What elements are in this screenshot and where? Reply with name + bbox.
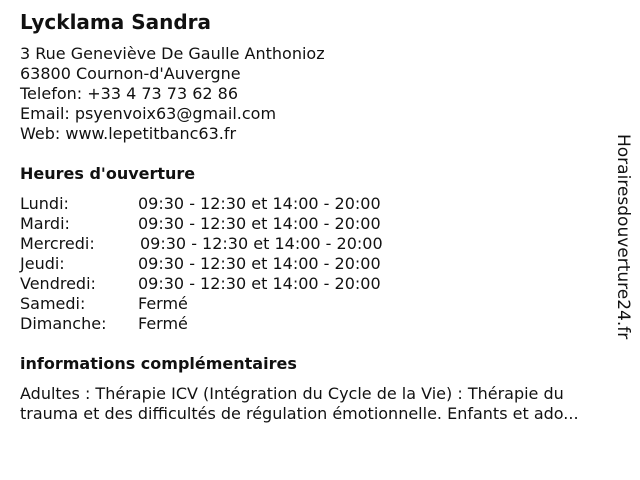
time-value: Fermé [138, 314, 188, 333]
day-label: Dimanche: [20, 314, 107, 333]
site-watermark: Horairesdouverture24.fr [613, 134, 633, 340]
day-label: Vendredi: [20, 274, 96, 293]
time-value: 09:30 - 12:30 et 14:00 - 20:00 [140, 234, 383, 253]
day-label: Samedi: [20, 294, 86, 313]
email-line: Email: psyenvoix63@gmail.com [20, 104, 277, 123]
address-city: 63800 Cournon-d'Auvergne [20, 64, 241, 83]
phone-line: Telefon: +33 4 73 73 62 86 [20, 84, 239, 103]
day-label: Mardi: [20, 214, 70, 233]
info-text-line: Adultes : Thérapie ICV (Intégration du Cycle de la Vie) : Thérapie du [20, 384, 564, 403]
additional-info-text [20, 384, 626, 424]
time-value: 09:30 - 12:30 et 14:00 - 20:00 [138, 214, 381, 233]
opening-hours-heading: Heures d'ouverture [20, 164, 196, 183]
day-label: Lundi: [20, 194, 69, 213]
business-name: Lycklama Sandra [20, 10, 212, 34]
info-text-line: trauma et des difficultés de régulation émotionnelle. Enfants et ado... [20, 404, 579, 423]
day-label: Mercredi: [20, 234, 95, 253]
time-value: 09:30 - 12:30 et 14:00 - 20:00 [138, 254, 381, 273]
contact-block [20, 44, 325, 144]
address-street: 3 Rue Geneviève De Gaulle Anthonioz [20, 44, 325, 63]
day-label: Jeudi: [20, 254, 65, 273]
web-line: Web: www.lepetitbanc63.fr [20, 124, 237, 143]
additional-info-heading: informations complémentaires [20, 354, 297, 373]
time-value: 09:30 - 12:30 et 14:00 - 20:00 [138, 274, 381, 293]
time-value: Fermé [138, 294, 188, 313]
time-value: 09:30 - 12:30 et 14:00 - 20:00 [138, 194, 381, 213]
